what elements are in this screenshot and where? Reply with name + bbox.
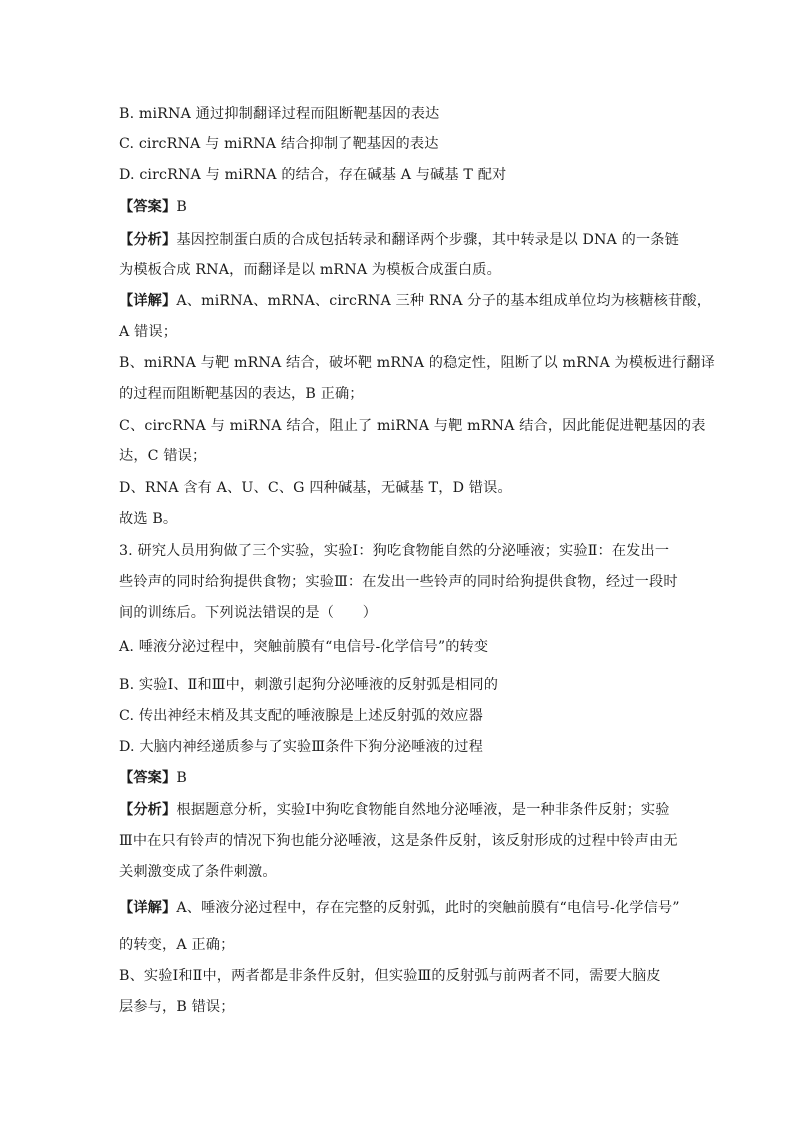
q2-detail-line-7: D、RNA 含有 A、U、C、G 四种碱基，无碱基 T，D 错误。 xyxy=(119,480,512,496)
q3-analysis-line-2: Ⅲ中在只有铃声的情况下狗也能分泌唾液，这是条件反射，该反射形成的过程中铃声由无 xyxy=(119,833,678,849)
q3-detail-line-2: 的转变，A 正确； xyxy=(119,937,235,953)
q2-detail-line-4: 的过程而阻断靶基因的表达，B 正确； xyxy=(119,386,364,402)
answer-tag: 【答案】 xyxy=(119,770,177,786)
analysis-tag: 【分析】 xyxy=(119,232,177,248)
q3-detail-line-3: B、实验Ⅰ和Ⅱ中，两者都是非条件反射，但实验Ⅲ的反射弧与前两者不同，需要大脑皮 xyxy=(119,968,661,984)
detail-tag: 【详解】 xyxy=(119,293,177,309)
q2-analysis-line-1: 【分析】基因控制蛋白质的合成包括转录和翻译两个步骤，其中转录是以 DNA 的一条链 xyxy=(119,232,679,248)
q3-option-d: D. 大脑内神经递质参与了实验Ⅲ条件下狗分泌唾液的过程 xyxy=(119,739,483,755)
q2-analysis-line-2: 为模板合成 RNA，而翻译是以 mRNA 为模板合成蛋白质。 xyxy=(119,262,501,278)
q2-option-d: D. circRNA 与 miRNA 的结合，存在碱基 A 与碱基 T 配对 xyxy=(119,167,507,183)
q3-option-b: B. 实验Ⅰ、Ⅱ和Ⅲ中，刺激引起狗分泌唾液的反射弧是相同的 xyxy=(119,677,499,693)
q3-detail-line-4: 层参与，B 错误； xyxy=(119,999,235,1015)
q3-analysis-line-1: 【分析】根据题意分析，实验Ⅰ中狗吃食物能自然地分泌唾液，是一种非条件反射；实验 xyxy=(119,802,670,818)
q2-option-c: C. circRNA 与 miRNA 结合抑制了靶基因的表达 xyxy=(119,136,439,152)
q3-detail-line-1: 【详解】A、唾液分泌过程中，存在完整的反射弧，此时的突触前膜有“电信号-化学信号” xyxy=(119,900,680,916)
q2-detail-line-1: 【详解】A、miRNA、mRNA、circRNA 三种 RNA 分子的基本组成单位均为核糖核苷酸， xyxy=(119,293,712,309)
q2-answer xyxy=(119,197,679,217)
q2-detail-line-2: A 错误； xyxy=(119,324,178,340)
answer-value: B xyxy=(176,770,187,786)
q2-detail-line-5: C、circRNA 与 miRNA 结合，阻止了 miRNA 与靶 mRNA 结合，因此能促进靶基因的表 xyxy=(119,418,706,434)
q3-stem-line-3: 间的训练后。下列说法错误的是（ ） xyxy=(119,605,378,621)
answer-value: B xyxy=(176,199,187,215)
q3-option-a: A. 唾液分泌过程中，突触前膜有“电信号-化学信号”的转变 xyxy=(119,639,489,655)
analysis-tag: 【分析】 xyxy=(119,802,177,818)
answer-tag: 【答案】 xyxy=(119,199,177,215)
q3-stem-line-1: 3. 研究人员用狗做了三个实验，实验Ⅰ：狗吃食物能自然的分泌唾液；实验Ⅱ：在发出一 xyxy=(119,543,670,559)
q2-option-b: B. miRNA 通过抑制翻译过程而阻断靶基因的表达 xyxy=(119,106,440,122)
q3-analysis-line-3: 关刺激变成了条件刺激。 xyxy=(119,864,277,880)
detail-tag: 【详解】 xyxy=(119,900,177,916)
q2-detail-line-3: B、miRNA 与靶 mRNA 结合，破坏靶 mRNA 的稳定性，阻断了以 mRNA 为模板进行翻译 xyxy=(119,355,715,371)
q3-stem-line-2: 些铃声的同时给狗提供食物；实验Ⅲ：在发出一些铃声的同时给狗提供食物，经过一段时 xyxy=(119,574,678,590)
q2-conclusion: 故选 B。 xyxy=(119,511,178,527)
q2-detail-line-6: 达，C 错误； xyxy=(119,448,207,464)
q3-option-c: C. 传出神经末梢及其支配的唾液腺是上述反射弧的效应器 xyxy=(119,708,483,724)
q3-answer xyxy=(119,768,679,788)
